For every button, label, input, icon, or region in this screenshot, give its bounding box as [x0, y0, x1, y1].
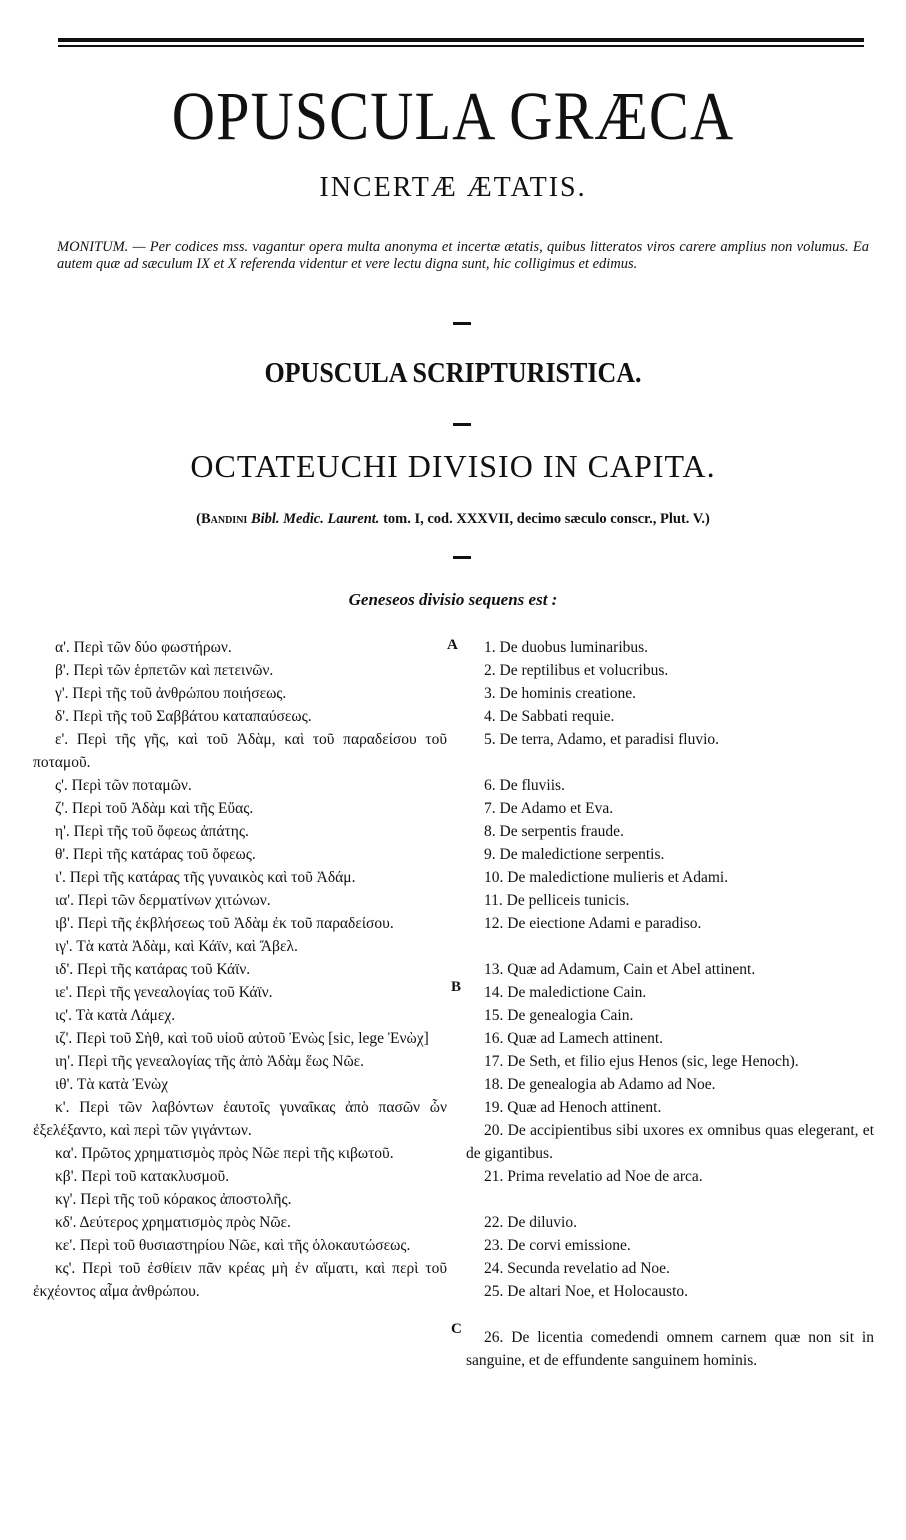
latin-entry: 9. De maledictione serpentis. [484, 846, 665, 863]
latin-entry: 22. De diluvio. [484, 1214, 577, 1231]
greek-entry: ιγ'. Τὰ κατὰ Ἀδὰμ, καὶ Κάϊν, καὶ Ἄβελ. [55, 938, 298, 955]
latin-entry: 21. Prima revelatio ad Noe de arca. [484, 1168, 703, 1185]
top-double-rule-thick [58, 38, 864, 42]
greek-entry: δ'. Περὶ τῆς τοῦ Σαββάτου καταπαύσεως. [55, 708, 312, 725]
latin-entry: 16. Quæ ad Lamech attinent. [484, 1030, 664, 1047]
latin-entry: 11. De pelliceis tunicis. [484, 892, 630, 909]
latin-entry: 6. De fluviis. [484, 777, 565, 794]
section-title: OPUSCULA SCRIPTURISTICA. [264, 356, 642, 389]
greek-entry: ι'. Περὶ τῆς κατάρας τῆς γυναικὸς καὶ τοῦ Ἀδάμ. [55, 869, 356, 886]
greek-entry: θ'. Περὶ τῆς κατάρας τοῦ ὄφεως. [55, 846, 256, 863]
greek-entry: ιβ'. Περὶ τῆς ἐκβλήσεως τοῦ Ἀδὰμ ἐκ τοῦ παραδείσου. [55, 915, 394, 932]
latin-chapter-list [466, 636, 874, 1372]
latin-entry: 24. Secunda revelatio ad Noe. [484, 1260, 670, 1277]
page-title: OPUSCULA GRÆCA [171, 77, 735, 154]
greek-entry: ε'. Περὶ τῆς γῆς, καὶ τοῦ Ἀδὰμ, καὶ τοῦ παραδείσου τοῦ ποταμοῦ. [33, 731, 447, 771]
greek-entry: κα'. Πρῶτος χρηματισμὸς πρὸς Νῶε περὶ τῆς κιβωτοῦ. [55, 1145, 394, 1162]
greek-entry: ια'. Περὶ τῶν δερματίνων χιτώνων. [55, 892, 271, 909]
margin-letter-a: A [447, 637, 458, 653]
greek-entry: ιη'. Περὶ τῆς γενεαλογίας τῆς ἀπὸ Ἀδὰμ ἕως Νῶε. [55, 1053, 365, 1070]
separator-dash [453, 423, 471, 426]
latin-entry: 25. De altari Noe, et Holocausto. [484, 1283, 689, 1300]
greek-entry: ιε'. Περὶ τῆς γενεαλογίας τοῦ Κάϊν. [55, 984, 273, 1001]
greek-entry: ιθ'. Τὰ κατὰ Ἐνὼχ [55, 1076, 169, 1093]
row-spacer [466, 1303, 874, 1326]
row-spacer [466, 751, 874, 774]
latin-entry: 1. De duobus luminaribus. [484, 639, 649, 656]
greek-entry: ιζ'. Περὶ τοῦ Σὴθ, καὶ τοῦ υἱοῦ αὐτοῦ Ἐνὼς [sic, lege Ἐνὼχ] [55, 1030, 429, 1047]
greek-entry: ις'. Τὰ κατὰ Λάμεχ. [55, 1007, 176, 1024]
top-double-rule-thin [58, 45, 864, 47]
latin-entry: 19. Quæ ad Henoch attinent. [484, 1099, 662, 1116]
source-work: Bibl. Medic. Laurent. [250, 511, 380, 527]
greek-entry: κε'. Περὶ τοῦ θυσιαστηρίου Νῶε, καὶ τῆς ὁλοκαυτώσεως. [55, 1237, 411, 1254]
greek-entry: κς'. Περὶ τοῦ ἐσθίειν πᾶν κρέας μὴ ἐν αἵματι, καὶ περὶ τοῦ ἐκχέοντος αἷμα ἀνθρώπου. [33, 1260, 447, 1300]
source-author: Bandini [200, 511, 248, 527]
genesis-heading: Geneseos divisio sequens est : [348, 590, 558, 609]
greek-entry: η'. Περὶ τῆς τοῦ ὄφεως ἀπάτης. [55, 823, 249, 840]
row-spacer [466, 1188, 874, 1211]
source-citation: (Bandini Bibl. Medic. Laurent. tom. I, cod. XXXVII, decimo sæculo conscr., Plut. V.) [196, 511, 710, 527]
row-spacer [466, 935, 874, 958]
latin-entry: 10. De maledictione mulieris et Adami. [484, 869, 729, 886]
greek-entry: κ'. Περὶ τῶν λαβόντων ἑαυτοῖς γυναῖκας ἀπὸ πασῶν ὧν ἐξελέξαντο, καὶ περὶ τῶν γιγάντων. [33, 1099, 447, 1139]
greek-entry: α'. Περὶ τῶν δύο φωστήρων. [55, 639, 232, 656]
latin-entry: 2. De reptilibus et volucribus. [484, 662, 669, 679]
greek-entry: κβ'. Περὶ τοῦ κατακλυσμοῦ. [55, 1168, 230, 1185]
greek-entry: ιδ'. Περὶ τῆς κατάρας τοῦ Κάϊν. [55, 961, 251, 978]
margin-letter-c: C [451, 1321, 462, 1337]
latin-entry: 26. De licentia comedendi omnem carnem quæ non sit in sanguine, et de effundente sanguinem hominis. [466, 1329, 874, 1369]
latin-entry: 14. De maledictione Cain. [484, 984, 647, 1001]
latin-entry: 8. De serpentis fraude. [484, 823, 624, 840]
latin-entry: 15. De genealogia Cain. [484, 1007, 634, 1024]
monitum-note: MONITUM. — Per codices mss. vagantur opera multa anonyma et incertæ ætatis, quibus litteratos viros carere amplius non volumus. Ea autem quæ ad sæculum IX et X referenda videntur et vere lectu digna sunt, hic colligimus et edimus. [57, 239, 869, 272]
latin-entry: 18. De genealogia ab Adamo ad Noe. [484, 1076, 716, 1093]
source-details: tom. I, cod. XXXVII, decimo sæculo conscr., Plut. V.) [383, 511, 710, 527]
latin-entry: 17. De Seth, et filio ejus Henos (sic, lege Henoch). [484, 1053, 799, 1070]
latin-entry: 20. De accipientibus sibi uxores ex omnibus quas elegerant, et de gigantibus. [466, 1122, 874, 1162]
greek-entry: ς'. Περὶ τῶν ποταμῶν. [55, 777, 192, 794]
page-subtitle: INCERTÆ ÆTATIS. [319, 172, 587, 203]
separator-dash [453, 556, 471, 559]
margin-letter-b: B [451, 979, 462, 995]
greek-entry: β'. Περὶ τῶν ἑρπετῶν καὶ πετεινῶν. [55, 662, 274, 679]
greek-entry: ζ'. Περὶ τοῦ Ἀδὰμ καὶ τῆς Εὔας. [55, 800, 254, 817]
greek-entry: κγ'. Περὶ τῆς τοῦ κόρακος ἀποστολῆς. [55, 1191, 292, 1208]
separator-dash [453, 322, 471, 325]
latin-entry: 23. De corvi emissione. [484, 1237, 631, 1254]
latin-entry: 4. De Sabbati requie. [484, 708, 615, 725]
greek-chapter-list [33, 636, 447, 1303]
latin-entry: 7. De Adamo et Eva. [484, 800, 614, 817]
latin-entry: 3. De hominis creatione. [484, 685, 636, 702]
greek-entry: γ'. Περὶ τῆς τοῦ ἀνθρώπου ποιήσεως. [55, 685, 287, 702]
latin-entry: 13. Quæ ad Adamum, Cain et Abel attinent. [484, 961, 756, 978]
latin-entry: 5. De terra, Adamo, et paradisi fluvio. [484, 731, 720, 748]
part-title: OCTATEUCHI DIVISIO IN CAPITA. [190, 448, 716, 484]
latin-entry: 12. De eiectione Adami e paradiso. [484, 915, 702, 932]
greek-entry: κδ'. Δεύτερος χρηματισμὸς πρὸς Νῶε. [55, 1214, 291, 1231]
